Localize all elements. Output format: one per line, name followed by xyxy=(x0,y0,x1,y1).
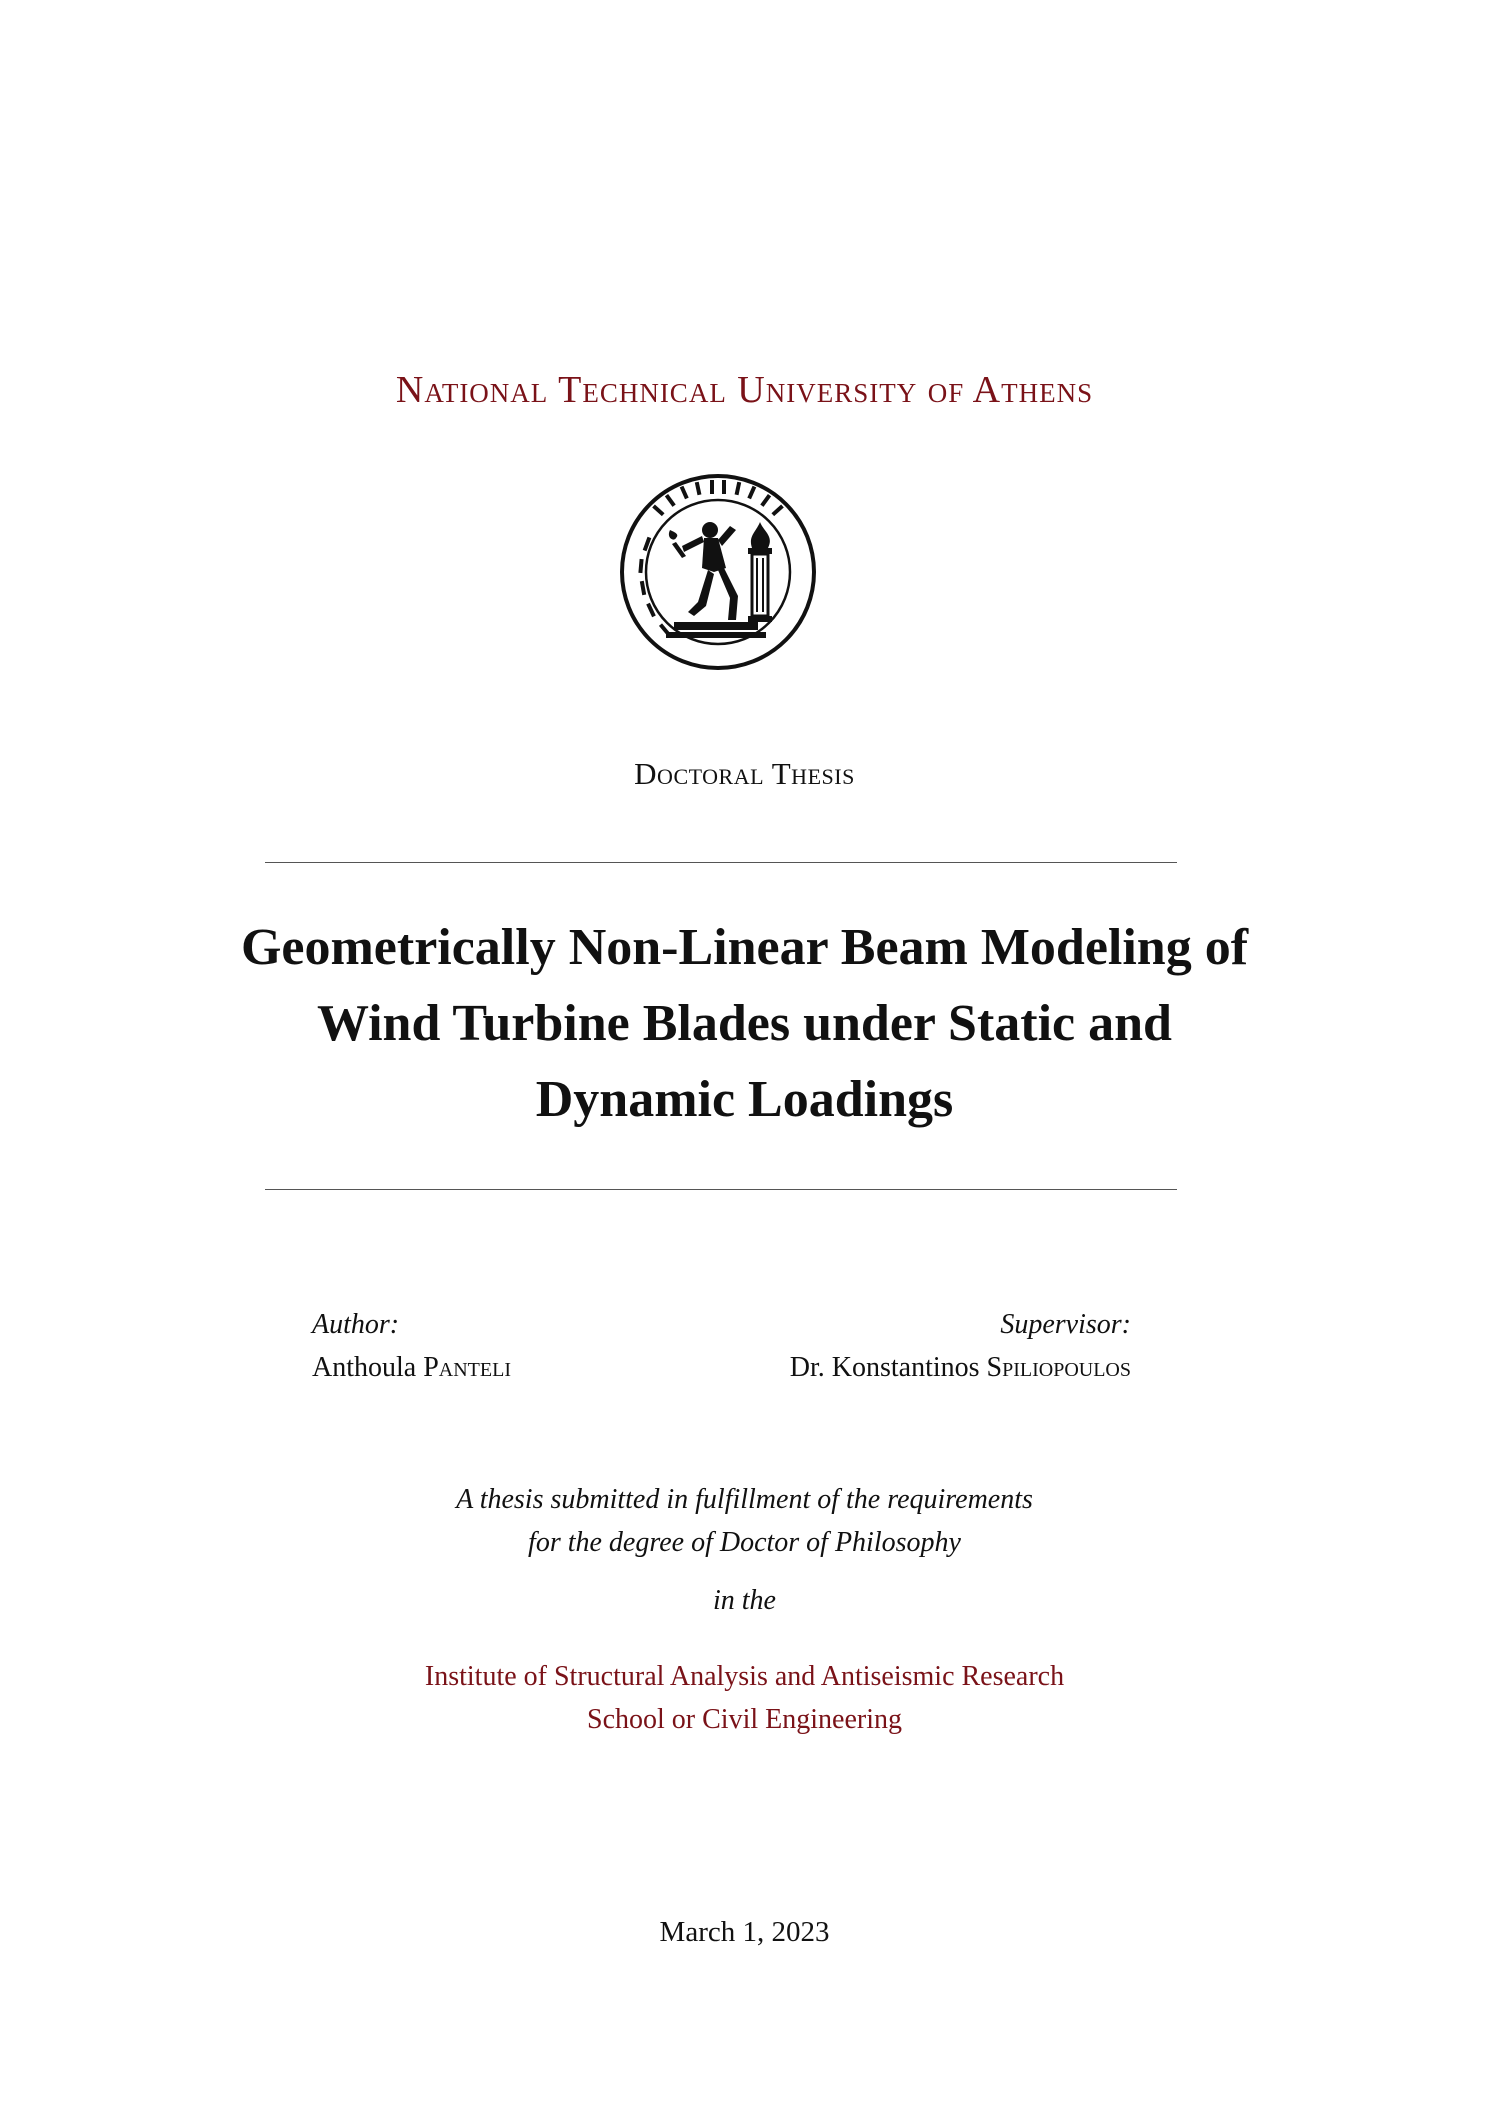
university-name: National Technical University of Athens xyxy=(395,369,1094,411)
submission-line: A thesis submitted in fulfillment of the requirements xyxy=(456,1484,1033,1515)
title-rule-top xyxy=(265,862,1177,863)
author-last-name: Panteli xyxy=(423,1352,511,1383)
institute-block xyxy=(0,1655,1489,1741)
school-name: School or Civil Engineering xyxy=(587,1704,902,1735)
title-line: Wind Turbine Blades under Static and xyxy=(317,995,1172,1052)
supervisor-first-name: Dr. Konstantinos xyxy=(789,1352,980,1383)
supervisor-name xyxy=(790,1352,1131,1384)
title-line: Geometrically Non-Linear Beam Modeling of xyxy=(240,919,1249,976)
institute-name: Institute of Structural Analysis and Antiseismic Research xyxy=(424,1661,1065,1692)
author-name xyxy=(312,1352,511,1384)
author-first-name: Anthoula xyxy=(312,1352,417,1383)
thesis-title xyxy=(170,910,1319,1138)
title-line: Dynamic Loadings xyxy=(535,1071,954,1128)
supervisor-last-name: Spiliopoulos xyxy=(986,1352,1131,1383)
in-the-text: in the xyxy=(713,1585,776,1616)
submission-date: March 1, 2023 xyxy=(659,1916,830,1948)
supervisor-label: Supervisor: xyxy=(1000,1309,1131,1340)
submission-statement xyxy=(0,1478,1489,1564)
title-rule-bottom xyxy=(265,1189,1177,1190)
university-seal-icon xyxy=(618,472,818,672)
document-type: Doctoral Thesis xyxy=(634,756,855,791)
author-label: Author: xyxy=(312,1309,400,1340)
submission-line: for the degree of Doctor of Philosophy xyxy=(528,1527,961,1558)
